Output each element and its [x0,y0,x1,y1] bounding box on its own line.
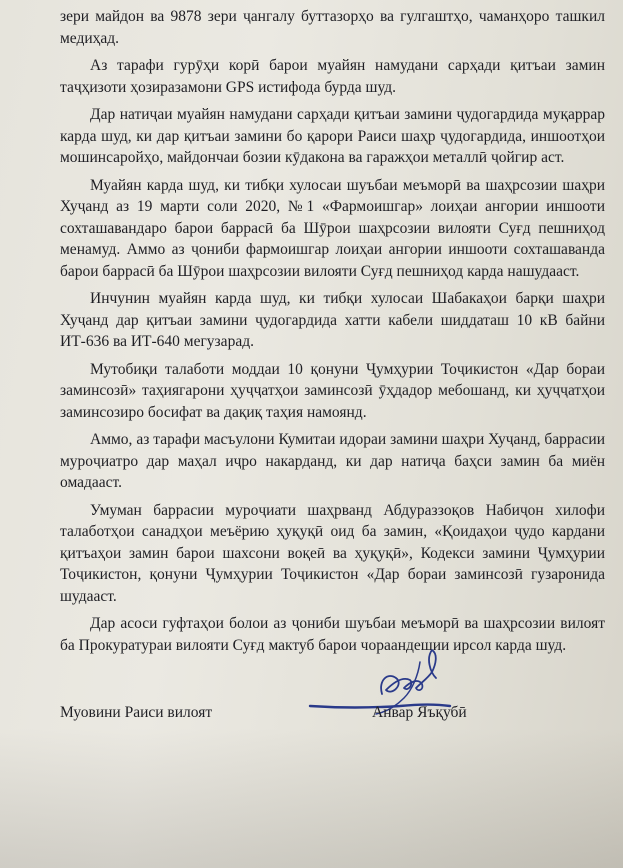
document-body [60,6,605,662]
paragraph-3: Дар натиҷаи муайян намудани сарҳади қитъаи замини ҷудогардида муқаррар карда шуд, ки дар қитъаи замини бо қарори Раиси шаҳр ҷудогардида, иншоотҳои мошинсаройҳо, майдончаи бозии кӯдакона ва гаражҳои металлӣ ҷойгир аст. [60,106,605,166]
page-shadow [0,728,623,868]
signatory-position: Муовини Раиси вилоят [60,704,213,721]
paragraph-4: Муайян карда шуд, ки тибқи хулосаи шуъбаи меъморӣ ва шаҳрсозии шаҳри Хуҷанд аз 19 марти соли 2020, №1 «Фармоишгар» лоиҳаи ангории иншооти сохташавандаро барои баррасӣ ба Шӯрои шаҳрсозии вилояти Суғд пешниҳод менамуд. Аммо аз ҷониби фармоишгар лоиҳаи ангории иншооти сохташаванда барои баррасӣ ба Шӯрои шаҳрсозии вилояти Суғд пешниҳод карда нашудааст. [60,176,605,280]
paragraph-7: Аммо, аз тарафи масъулони Кумитаи идораи замини шаҳри Хуҷанд, баррасии муроҷиатро дар маҳал иҷро накарданд, ки дар натиҷа баҳси замин ба миён омадааст. [60,431,605,491]
signatory-name: Анвар Яъқубӣ [372,704,467,721]
paragraph-6: Мутобиқи талаботи моддаи 10 қонуни Ҷумҳурии Тоҷикистон «Дар бораи заминсозӣ» таҳиягарони ҳуҷҷатҳои заминсозӣ ӯҳдадор мебошанд, ки ҳуҷҷатҳои заминсозиро босифат ва дақиқ таҳия намоянд. [60,360,605,421]
paragraph-1: зери майдон ва 9878 зери ҷангалу буттазорҳо ва гулгаштҳо, чаманҳоро ташкил медиҳад. [60,8,605,47]
paragraph-8: Умуман баррасии муроҷиати шаҳрванд Абдураззоқов Набиҷон хилофи талаботҳои санадҳои меъёрию ҳуқуқӣ оид ба замин, «Қоидаҳои ҷудо кардани қитъаҳои замин барои шахсони воқеӣ ва ҳуқуқӣ», Кодекси замини Ҷумҳурии Тоҷикистон, қонуни Ҷумҳурии Тоҷикистон «Дар бораи заминсозӣ гузаронида шудааст. [60,501,605,605]
paragraph-2: Аз тарафи гурӯҳи корӣ барои муайян намудани сарҳади қитъаи замин таҷҳизоти ҳозиразамони GPS истифода бурда шуд. [60,57,605,96]
paragraph-9: Дар асоси гуфтаҳои болои аз ҷониби шуъбаи меъморӣ ва шаҳрсозии вилоят ба Прокуратураи вилояти Суғд мактуб барои чораандешии ирсол карда шуд. [60,615,605,654]
signature-block [60,700,605,730]
paragraph-5: Инчунин муайян карда шуд, ки тибқи хулосаи Шабакаҳои барқи шаҳри Хуҷанд дар қитъаи замини ҷудогардида хатти кабели шиддаташ 10 кВ байни ИТ-636 ва ИТ-640 мегузарад. [60,290,605,350]
